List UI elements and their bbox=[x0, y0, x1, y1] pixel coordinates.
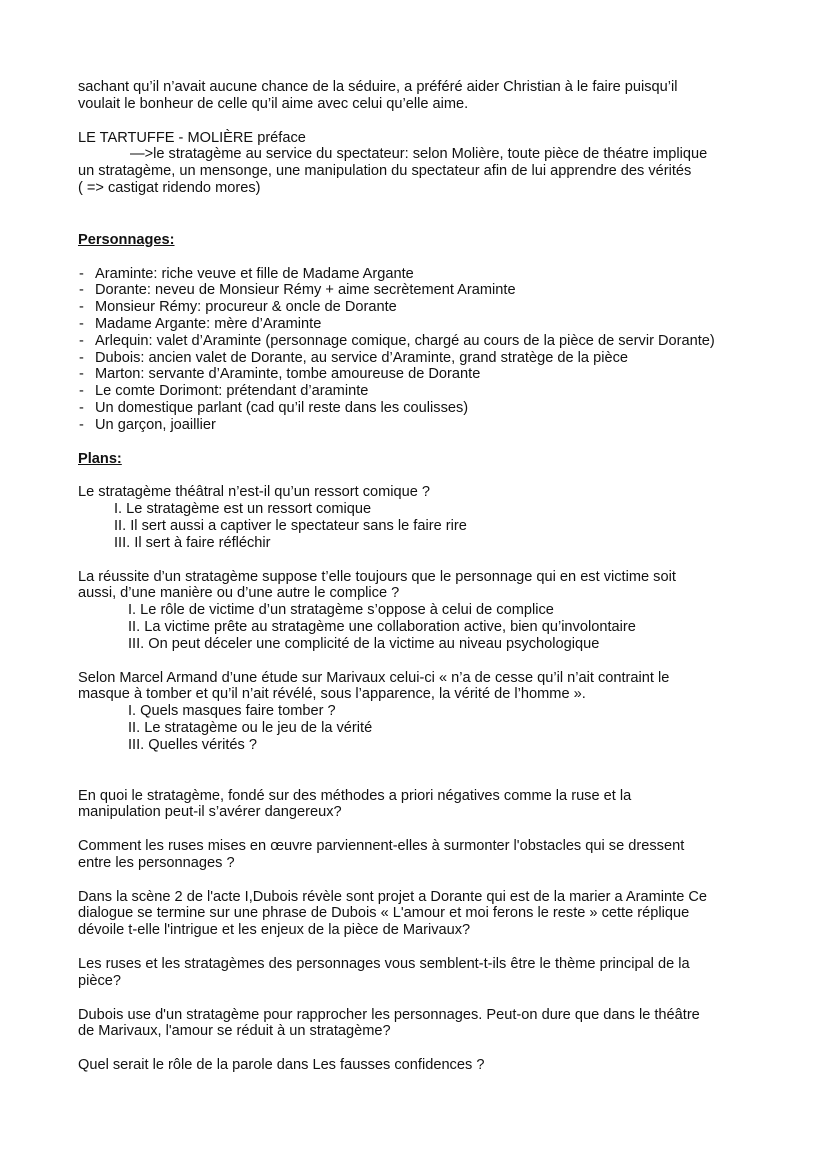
list-item: II. Le stratagème ou le jeu de la vérité bbox=[128, 719, 373, 736]
text-line: manipulation peut-il s’avérer dangereux? bbox=[78, 804, 342, 821]
section-title: LE TARTUFFE - MOLIÈRE préface bbox=[78, 129, 306, 146]
list-item: - Madame Argante: mère d’Araminte bbox=[79, 315, 322, 332]
personnages-heading: Personnages: bbox=[78, 231, 175, 248]
text-line: entre les personnages ? bbox=[78, 854, 235, 871]
text-line: Dans la scène 2 de l'acte I,Dubois révèle sont projet a Dorante qui est de la marier a Araminte Ce bbox=[78, 888, 708, 905]
text-line: de Marivaux, l'amour se réduit à un stratagème? bbox=[78, 1023, 391, 1040]
list-item: - Un domestique parlant (cad qu’il reste dans les coulisses) bbox=[79, 399, 469, 416]
plan-list bbox=[78, 501, 778, 551]
personnages-section bbox=[78, 232, 778, 434]
tartuffe-section bbox=[78, 130, 778, 197]
list-item: III. On peut déceler une complicité de la victime au niveau psychologique bbox=[128, 635, 600, 652]
question-paragraph bbox=[78, 788, 778, 822]
plan-question: Selon Marcel Armand d’une étude sur Marivaux celui-ci « n’a de cesse qu’il n’ait contraint le bbox=[78, 669, 670, 686]
plans-section bbox=[78, 451, 778, 754]
plan-question: Le stratagème théâtral n’est-il qu’un ressort comique ? bbox=[78, 484, 431, 501]
plan-question: masque à tomber et qu’il n’ait révélé, sous l’apparence, la vérité de l’homme ». bbox=[78, 686, 586, 703]
plan-block bbox=[78, 670, 778, 754]
list-item: I. Le stratagème est un ressort comique bbox=[114, 501, 372, 518]
list-item: - Araminte: riche veuve et fille de Madame Argante bbox=[79, 265, 414, 282]
list-item: - Arlequin: valet d’Araminte (personnage comique, chargé au cours de la pièce de servir Dorante) bbox=[79, 332, 715, 349]
question-paragraph bbox=[78, 838, 778, 872]
text-line: dialogue se termine sur une phrase de Dubois « L'amour et moi ferons le reste » cette réplique bbox=[78, 905, 690, 922]
personnages-list bbox=[78, 266, 778, 434]
list-item: I. Le rôle de victime d’un stratagème s’oppose à celui de complice bbox=[128, 602, 554, 619]
question-paragraph bbox=[78, 889, 778, 939]
text-line: ( => castigat ridendo mores) bbox=[78, 179, 261, 196]
plan-block bbox=[78, 484, 778, 551]
plan-question: La réussite d’un stratagème suppose t’elle toujours que le personnage qui en est victime soit bbox=[78, 568, 676, 585]
plan-question: aussi, d’une manière ou d’une autre le complice ? bbox=[78, 585, 400, 602]
text-line: dévoile t-elle l'intrigue et les enjeux de la pièce de Marivaux? bbox=[78, 922, 471, 939]
text-line: En quoi le stratagème, fondé sur des méthodes a priori négatives comme la ruse et la bbox=[78, 787, 632, 804]
text-line: Quel serait le rôle de la parole dans Les fausses confidences ? bbox=[78, 1057, 485, 1074]
list-item: II. La victime prête au stratagème une collaboration active, bien qu’involontaire bbox=[128, 618, 636, 635]
list-item: - Marton: servante d’Araminte, tombe amoureuse de Dorante bbox=[79, 366, 481, 383]
document-page bbox=[78, 79, 778, 1074]
intro-paragraph bbox=[78, 79, 778, 113]
list-item: II. Il sert aussi a captiver le spectateur sans le faire rire bbox=[114, 517, 467, 534]
text-line: Dubois use d'un stratagème pour rapprocher les personnages. Peut-on dure que dans le théâtre bbox=[78, 1006, 700, 1023]
question-paragraph bbox=[78, 1007, 778, 1041]
text-line: pièce? bbox=[78, 972, 122, 989]
text-line: Comment les ruses mises en œuvre parviennent-elles à surmonter l'obstacles qui se dressent bbox=[78, 838, 685, 855]
list-item: - Monsieur Rémy: procureur & oncle de Dorante bbox=[79, 299, 397, 316]
list-item: I. Quels masques faire tomber ? bbox=[128, 703, 336, 720]
text-line: —>le stratagème au service du spectateur: selon Molière, toute pièce de théatre implique bbox=[130, 146, 708, 163]
list-item: - Dubois: ancien valet de Dorante, au service d’Araminte, grand stratège de la pièce bbox=[79, 349, 628, 366]
question-paragraph bbox=[78, 956, 778, 990]
list-item: III. Quelles vérités ? bbox=[128, 736, 257, 753]
list-item: III. Il sert à faire réfléchir bbox=[114, 534, 271, 551]
list-item: - Un garçon, joaillier bbox=[79, 416, 216, 433]
plan-list bbox=[78, 703, 778, 753]
text-line: un stratagème, un mensonge, une manipulation du spectateur afin de lui apprendre des vérités bbox=[78, 163, 692, 180]
question-paragraph bbox=[78, 1057, 778, 1074]
text-line: sachant qu’il n’avait aucune chance de la séduire, a préféré aider Christian à le faire puisqu’il bbox=[78, 79, 678, 95]
text-line: voulait le bonheur de celle qu’il aime avec celui qu’elle aime. bbox=[78, 95, 469, 112]
list-item: - Dorante: neveu de Monsieur Rémy + aime secrètement Araminte bbox=[79, 282, 516, 299]
list-item: - Le comte Dorimont: prétendant d’araminte bbox=[79, 383, 369, 400]
plan-block bbox=[78, 569, 778, 653]
text-line: Les ruses et les stratagèmes des personnages vous semblent-t-ils être le thème principal de la bbox=[78, 956, 690, 973]
plans-heading: Plans: bbox=[78, 450, 122, 467]
plan-list bbox=[78, 602, 778, 652]
